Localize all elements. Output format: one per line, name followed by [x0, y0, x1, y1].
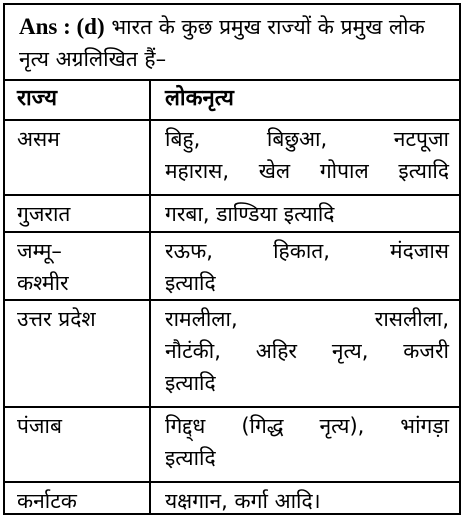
state-name: कर्नाटक [17, 489, 77, 513]
table-row [5, 301, 459, 408]
table-row [5, 121, 459, 196]
state-cell [5, 233, 151, 299]
dance-cell [151, 196, 459, 231]
dance-line: गिद्द्ध (गिद्ध नृत्य), भांगड़ा [165, 414, 449, 438]
dance-line: इत्यादि [165, 371, 216, 395]
dance-cell [151, 121, 459, 194]
header-folk-dance: लोकनृत्य [165, 86, 234, 111]
state-name: असम [17, 127, 60, 151]
state-cell [5, 121, 151, 194]
table-row [5, 483, 459, 513]
dance-line: बिहु, बिछुआ, नटपूजा [165, 127, 449, 151]
dance-cell [151, 301, 459, 406]
state-name: जम्मू– [17, 239, 62, 263]
state-cell [5, 408, 151, 481]
table-row [5, 196, 459, 233]
state-cell [5, 196, 151, 231]
header-state: राज्य [5, 81, 151, 119]
state-name: पंजाब [17, 414, 62, 438]
dance-line: इत्यादि [165, 271, 216, 295]
table-row [5, 408, 459, 483]
dance-line: इत्यादि [165, 446, 216, 470]
dance-line: नौटंकी, अहिर नृत्य, कजरी [165, 339, 449, 363]
dance-line: रामलीला, रासलीला, [165, 307, 449, 331]
dance-cell [151, 408, 459, 481]
answer-text: भारत के कुछ प्रमुख राज्यों के प्रमुख लोक नृत्य अग्रलिखित हैं– [19, 15, 425, 71]
dance-cell [151, 483, 459, 513]
dance-line: यक्षगान, कर्गा आदि। [165, 489, 321, 513]
state-name: उत्तर प्रदेश [17, 307, 96, 331]
dance-line: गरबा, डाण्डिया इत्यादि [165, 202, 335, 226]
dance-line: रऊफ, हिकात, मंदजास [165, 239, 449, 263]
state-name: कश्मीर [17, 271, 69, 295]
state-name: गुजरात [17, 202, 71, 226]
table-header-row [5, 81, 459, 121]
answer-box [3, 3, 461, 515]
state-cell [5, 483, 151, 513]
dance-cell [151, 233, 459, 299]
table-row [5, 233, 459, 301]
answer-intro [5, 5, 459, 81]
state-cell [5, 301, 151, 406]
dance-line: महारास, खेल गोपाल इत्यादि [165, 159, 449, 183]
answer-label: Ans : (d) [19, 14, 105, 39]
